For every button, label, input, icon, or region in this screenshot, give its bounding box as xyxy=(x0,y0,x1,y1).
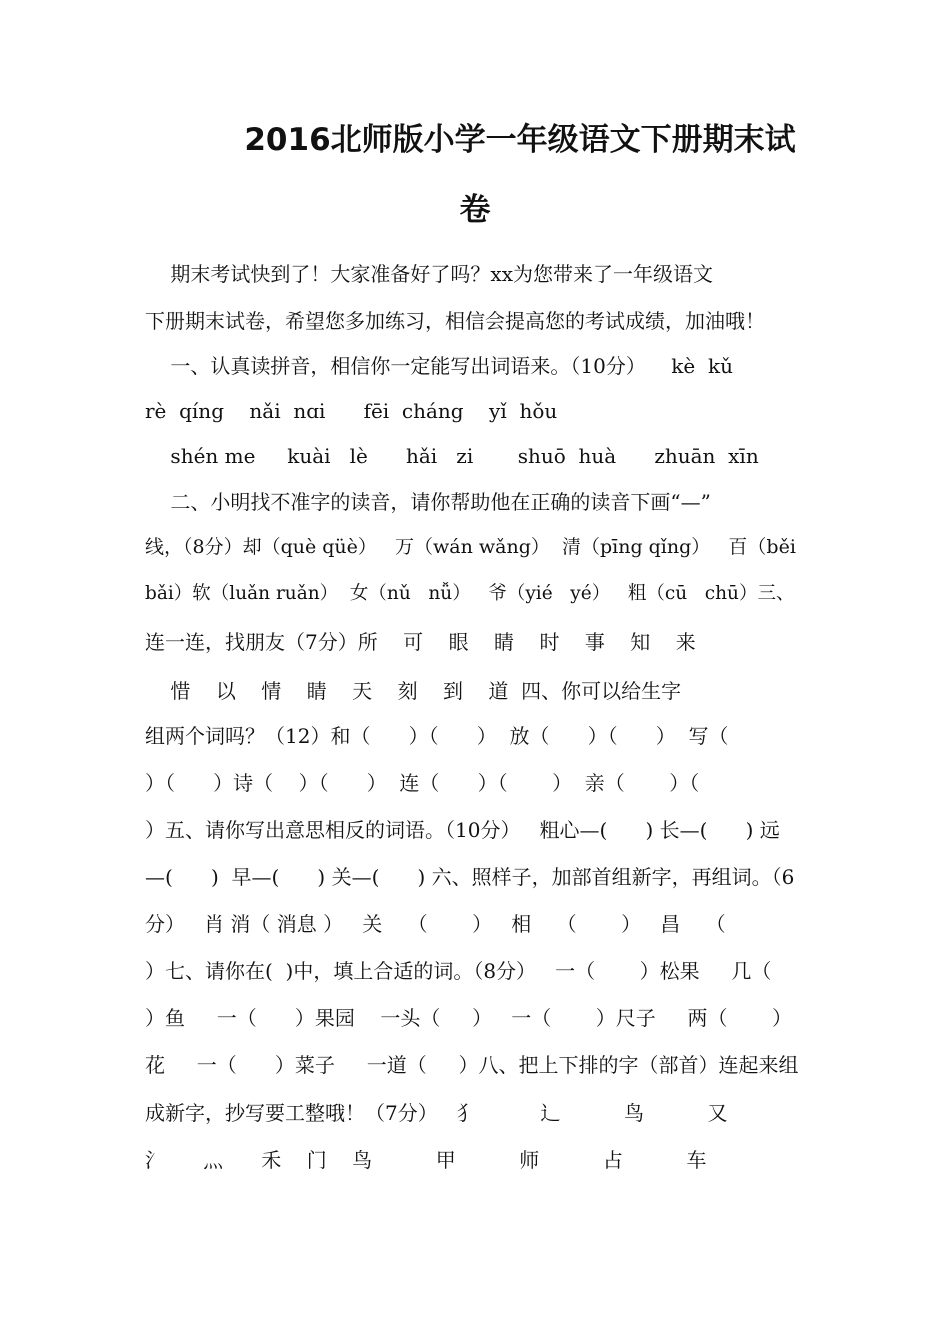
section-1-heading: 一、认真读拼音，相信你一定能写出词语来。（10分） kè kǔ xyxy=(145,354,733,378)
intro-line-2: 下册期末试卷，希望您多加练习，相信会提高您的考试成绩，加油哦！ xyxy=(145,309,765,333)
section-1-pinyin-row-1: rè qíng nǎi nɑi fēi cháng yǐ hǒu xyxy=(145,399,558,423)
section-1-pinyin-row-2: shén me kuài lè hǎi zi shuō huà zhuān xīn xyxy=(145,444,759,468)
section-7-row-1: ）七、请你在( )中，填上合适的词。（8分） 一（ ）松果 几（ xyxy=(145,959,772,983)
section-7-row-3: 花 一（ ）菜子 一道（ ）八、把上下排的字（部首）连起来组 xyxy=(145,1053,799,1077)
section-2-heading: 二、小明找不准字的读音，请你帮助他在正确的读音下画“—” xyxy=(145,490,711,514)
section-3-row-2: 惜 以 情 睛 天 刻 到 道 四、你可以给生字 xyxy=(145,679,682,703)
document-title-line-2: 卷 xyxy=(459,192,491,228)
section-3-row-1: 连一连，找朋友（7分）所 可 眼 睛 时 事 知 来 xyxy=(145,630,696,654)
section-7-row-2: ）鱼 一（ ）果园 一头（ ） 一（ ）尺子 两（ ） xyxy=(145,1006,793,1030)
section-2-items-row-2: bǎi）软（luǎn ruǎn） 女（nǔ nǚ） 爷（yié yé） 粗（cū chū）三、 xyxy=(145,583,795,604)
section-5-row-1: ）五、请你写出意思相反的词语。（10分） 粗心—( ) 长—( ) 远 xyxy=(145,818,780,842)
section-8-row-2: 氵 灬 禾 门 鸟 甲 师 占 车 xyxy=(145,1148,707,1172)
document-title-line-1: 2016北师版小学一年级语文下册期末试 xyxy=(244,122,796,158)
section-2-items-row-1: 线，（8分）却（què qüè） 万（wán wǎng） 清（pīng qǐng） 百（běi xyxy=(145,536,796,558)
section-8-row-1: 成新字，抄写要工整哦！（7分） 犭 辶 鸟 又 xyxy=(145,1101,728,1125)
section-4-row-2: ）（ ）诗（ ）（ ） 连（ ）（ ） 亲（ ）（ xyxy=(145,771,700,795)
section-5-row-2: —( ) 早—( ) 关—( ) 六、照样子，加部首组新字，再组词。（6 xyxy=(145,865,795,889)
intro-line-1: 期末考试快到了！大家准备好了吗？xx为您带来了一年级语文 xyxy=(145,262,713,286)
section-4-row-1: 组两个词吗？（12）和（ ）（ ） 放（ ）（ ） 写（ xyxy=(145,724,729,748)
section-6-row: 分） 肖 消（ 消息 ） 关 （ ） 相 （ ） 昌 （ xyxy=(145,912,726,936)
